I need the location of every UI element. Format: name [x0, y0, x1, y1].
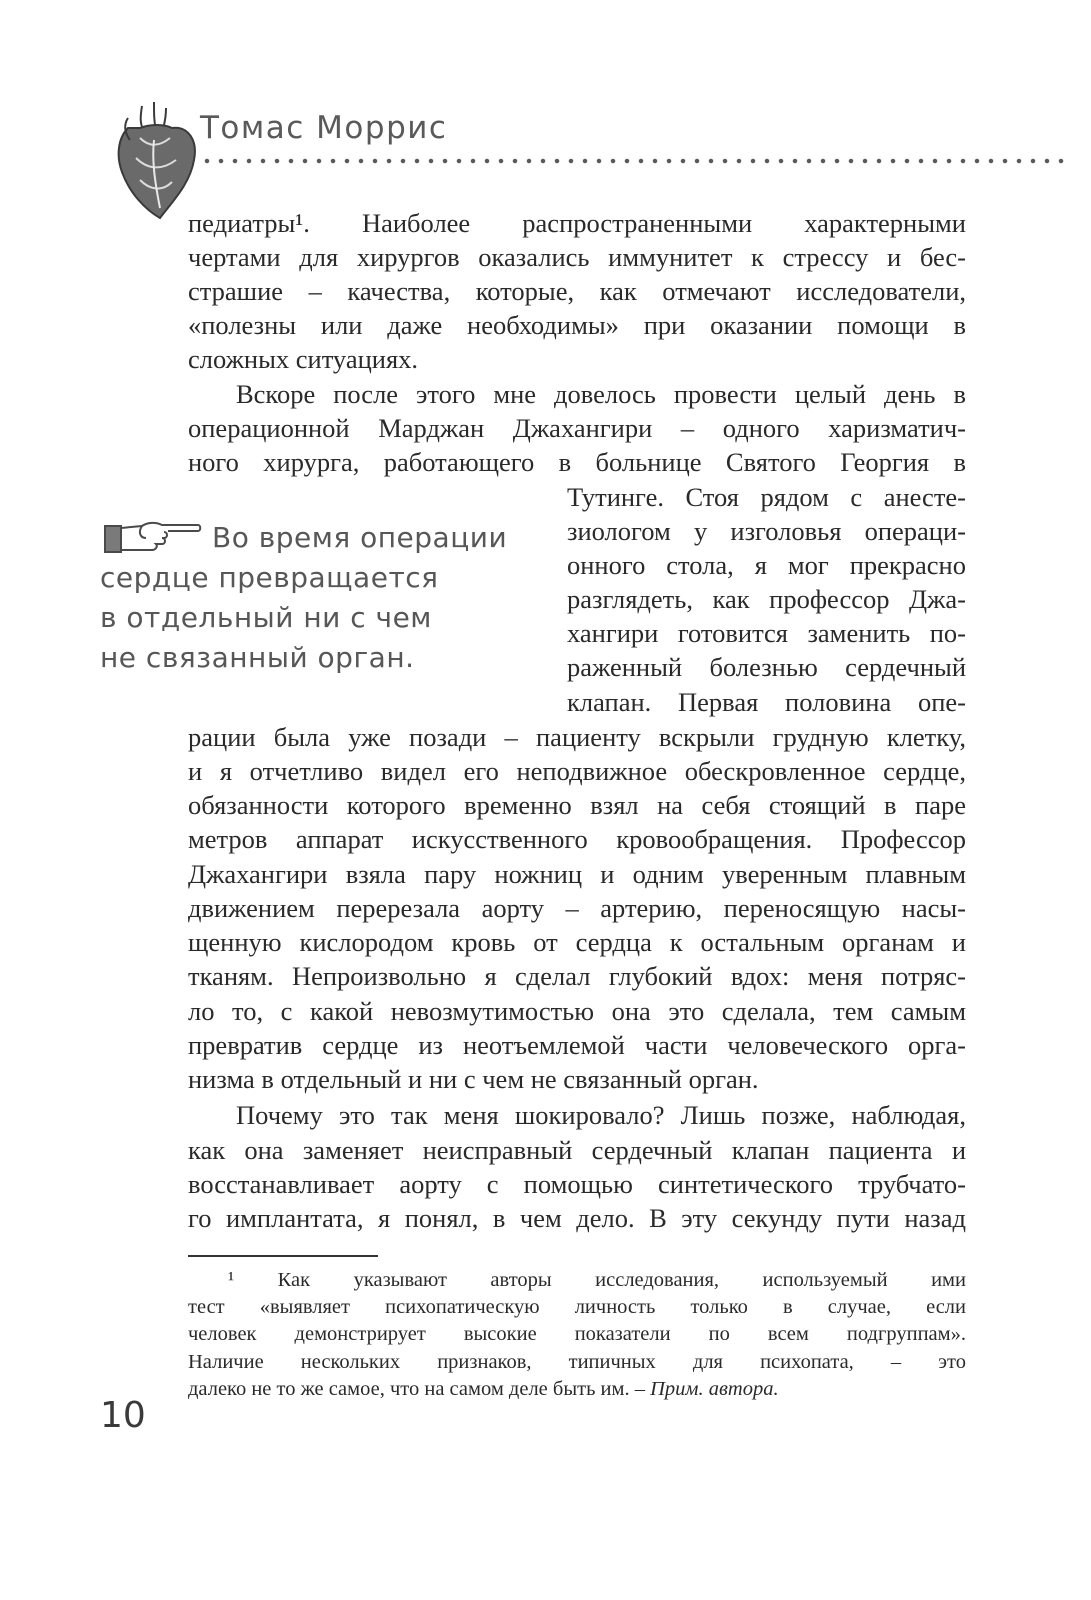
pull-quote-line: сердце превращается	[100, 561, 439, 594]
body-line: чертами для хирургов оказались иммунитет к стрессу и бес-	[188, 242, 966, 272]
body-line: разглядеть, как профессор Джа-	[567, 584, 966, 614]
body-line: раженный болезнью сердечный	[567, 652, 966, 682]
footnote-rule	[188, 1255, 378, 1257]
footnote-line: тест «выявляет психопатическую личность только в случае, если	[188, 1296, 966, 1318]
body-line: рации была уже позади – пациенту вскрыли грудную клетку,	[188, 722, 966, 752]
body-line: восстанавливает аорту с помощью синтетического трубчато-	[188, 1169, 966, 1199]
body-line: обязанности которого временно взял на себя стоящий в паре	[188, 790, 966, 820]
body-line: ного хирурга, работающего в больнице Святого Георгия в	[188, 447, 966, 477]
body-line: клапан. Первая половина опе-	[567, 687, 966, 717]
pull-quote-line: в отдельный ни с чем	[100, 601, 432, 634]
footnote-line: человек демонстрирует высокие показатели по всем подгруппам».	[188, 1323, 966, 1345]
body-line: сложных ситуациях.	[188, 344, 419, 374]
body-line: «полезны или даже необходимы» при оказании помощи в	[188, 310, 966, 340]
body-line: зиологом у изголовья операци-	[567, 516, 966, 546]
body-line: Тутинге. Стоя рядом с анесте-	[567, 482, 966, 512]
footnote-line: ¹ Как указывают авторы исследования, используемый ими	[228, 1269, 966, 1291]
body-line: педиатры¹. Наиболее распространенными характерными	[188, 208, 966, 238]
body-line: Джахангири взяла пару ножниц и одним уверенным плавным	[188, 859, 966, 889]
footnote-attribution: Прим. автора.	[650, 1378, 779, 1400]
body-line: Вскоре после этого мне довелось провести целый день в	[236, 379, 966, 409]
body-line: превратив сердце из неотъемлемой части человеческого орга-	[188, 1030, 966, 1060]
page-number: 10	[100, 1395, 146, 1436]
body-line: страшие – качества, которые, как отмечают исследователи,	[188, 276, 966, 306]
body-line: как она заменяет неисправный сердечный клапан пациента и	[188, 1135, 966, 1165]
body-line: щенную кислородом кровь от сердца к остальным органам и	[188, 927, 966, 957]
body-line: движением перерезала аорту – артерию, переносящую насы-	[188, 893, 966, 923]
anatomical-heart-icon	[110, 98, 200, 220]
body-line: и я отчетливо видел его неподвижное обескровленное сердце,	[188, 756, 966, 786]
body-line: низма в отдельный и ни с чем не связанный орган.	[188, 1064, 759, 1094]
pull-quote-line: не связанный орган.	[100, 641, 415, 674]
body-line: тканям. Непроизвольно я сделал глубокий вдох: меня потряс-	[188, 961, 966, 991]
running-head: Томас Моррис	[200, 110, 448, 146]
footnote-line: Наличие нескольких признаков, типичных для психопата, – это	[188, 1351, 966, 1373]
pull-quote-line: Во время операции	[212, 521, 508, 554]
pull-quote	[100, 518, 540, 678]
body-line: Почему это так меня шокировало? Лишь позже, наблюдая,	[236, 1100, 966, 1130]
body-line: ло то, с какой невозмутимостью она это сделала, тем самым	[188, 996, 966, 1026]
body-line: го имплантата, я понял, в чем дело. В эту секунду пути назад	[188, 1203, 966, 1233]
body-line: операционной Марджан Джахангири – одного харизматич-	[188, 413, 966, 443]
body-line: онного стола, я мог прекрасно	[567, 550, 966, 580]
body-line: хангири готовится заменить по-	[567, 618, 966, 648]
footnote-line	[188, 1376, 966, 1403]
body-line: метров аппарат искусственного кровообращения. Профессор	[188, 824, 966, 854]
footnote-text: далеко не то же самое, что на самом деле быть им. –	[188, 1378, 651, 1400]
dotted-rule	[200, 158, 1068, 164]
